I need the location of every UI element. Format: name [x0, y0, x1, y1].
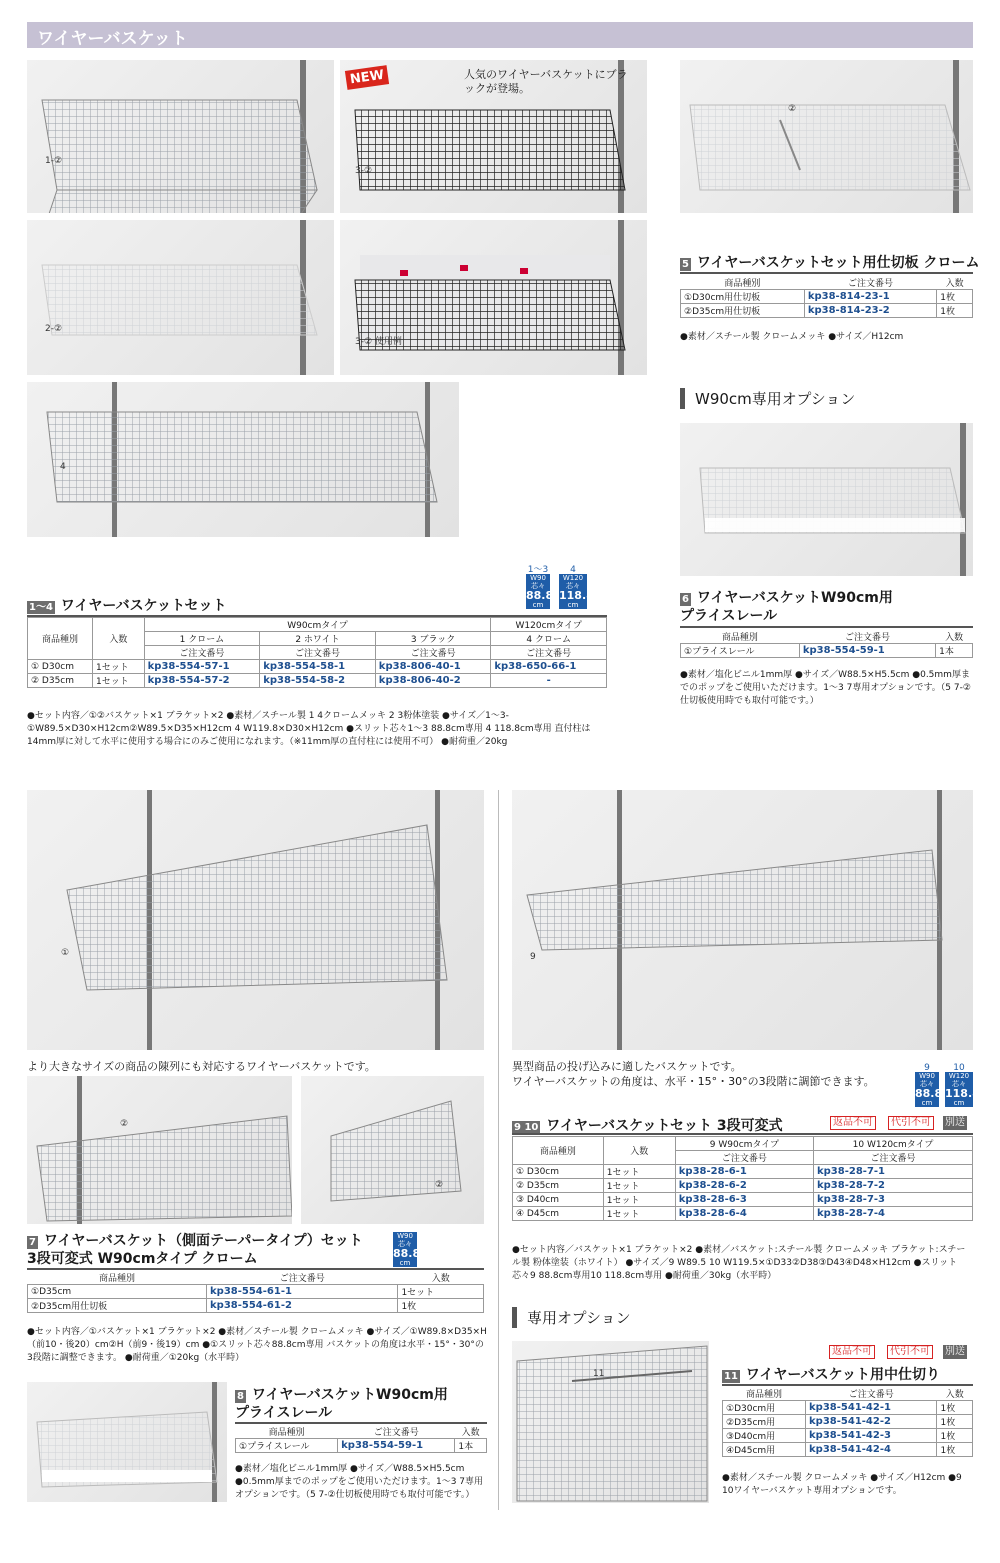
section-title-2: プライスレール	[235, 1405, 333, 1421]
photo-taper-basket	[27, 790, 484, 1050]
tag-no-return: 返品不可	[829, 1345, 875, 1359]
photo-price-rail	[680, 423, 973, 576]
spec-note: ●セット内容／①バスケット×1 ブラケット×2 ●素材／スチール製 クロームメッキ ●サイズ／①W89.8×D35×H（前10・後20）cm②H（前9・後19）cm ●①スリット芯々88.8cm専用 バスケットの角度は水平・15°・30°の3段階に調整できます。 ●耐荷重／①20kg（水平時）	[27, 1327, 487, 1363]
size-badge: 1～3 W90 芯々 88.8 cm	[526, 565, 554, 609]
photo-caption: 人気のワイヤーバスケットにブラックが登場。	[464, 68, 628, 95]
photo-3step-basket	[512, 790, 973, 1050]
table-row: ④D45cm用 kp38-541-42-4 1枚	[723, 1443, 973, 1457]
rule	[235, 1422, 487, 1424]
table-row: ③ D40cm 1セット kp38-28-6-3 kp38-28-7-3	[513, 1193, 973, 1207]
table-row: ①D30cm用仕切板 kp38-814-23-1 1枚	[681, 290, 973, 304]
section-title: 1～4 ワイヤーバスケットセット	[29, 598, 227, 614]
tag-separate-ship: 別送	[945, 1117, 965, 1128]
table-row: ②D35cm用仕切板 kp38-554-61-2 1枚	[28, 1299, 484, 1313]
section-description: 異型商品の投げ込みに適したバスケットです。	[512, 1060, 742, 1073]
table-row: ①D30cm用 kp38-541-42-1 1枚	[723, 1401, 973, 1415]
table-row: ① D30cm 1セット kp38-28-6-1 kp38-28-7-1	[513, 1165, 973, 1179]
divider	[498, 790, 499, 1510]
spec-note: ●素材／スチール製 クロームメッキ ●サイズ／H12cm ●9 10ワイヤーバスケット専用オプションです。	[722, 1473, 962, 1496]
spec-note: ●素材／塩化ビニル1mm厚 ●サイズ／W88.5×H5.5cm ●0.5mm厚までのポップをご使用いただけます。1～3 7専用オプションです。（5 7-②仕切板使用時でも取付可能です。）	[235, 1464, 484, 1500]
photo-label: 1-②	[45, 156, 63, 166]
section-title: 7 ワイヤーバスケット（側面テーパータイプ）セット	[29, 1233, 363, 1249]
section-description: ワイヤーバスケットの角度は、水平・15°・30°の3段階に調節できます。	[512, 1075, 875, 1088]
spec-note: ●セット内容／バスケット×1 ブラケット×2 ●素材／バスケット:スチール製 クロームメッキ ブラケット:スチール製 粉体塗装（ホワイト） ●サイズ／9 W89.5 10 W119.5×①D33②D38③D43④D48×H12cm ●スリット芯々9 88.8cm専用10 118.8cm専用 ●耐荷重／30kg（水平時）	[512, 1245, 966, 1281]
product-table: 商品種別 ご注文番号 入数 ①D35cm kp38-554-61-1 1セット ②D35cm用仕切板 kp38-554-61-2 1枚	[27, 1271, 484, 1313]
callout: 11	[593, 1369, 605, 1379]
product-table: 商品種別 ご注文番号 入数 ①D30cm用仕切板 kp38-814-23-1 1枚 ②D35cm用仕切板 kp38-814-23-2 1枚	[680, 276, 973, 318]
section-title: 5 ワイヤーバスケットセット用仕切板 クローム	[682, 255, 980, 271]
photo-label: 4	[60, 462, 66, 472]
page-title: ワイヤーバスケット	[37, 29, 188, 49]
section-title: 8 ワイヤーバスケットW90cm用	[237, 1387, 448, 1403]
table-row: ①D35cm kp38-554-61-1 1セット	[28, 1285, 484, 1299]
product-table: 商品種別 入数 9 W90cmタイプ 10 W120cmタイプ ご注文番号 ご注文番号 ① D30cm 1セット kp38-28-6-1 kp38-28-7-1 ② D35cm 1セット kp38-28-6-2 kp38-28-7-2 ③ D40cm 1セット kp38-28-6-3 kp38-28-7-3 ④ D45cm 1セット kp38-28-6-4 kp38-28-7-4	[512, 1136, 973, 1221]
size-badge: 9 W90 芯々 88.8 cm	[915, 1063, 943, 1107]
tag-no-return: 返品不可	[830, 1116, 876, 1130]
product-table: 商品種別 入数 W90cmタイプ W120cmタイプ 1 クローム 2 ホワイト 3 ブラック 4 クローム ご注文番号 ご注文番号 ご注文番号 ご注文番号 ① D30cm 1セット kp38-554-57-1 kp38-554-58-1 kp38-806-40-1 kp38-650-66-1 ② D35cm 1セット kp38-554-57-2 kp38-554-58-2 kp38-806-40-2 -	[27, 617, 607, 688]
photo-taper-divider	[27, 1076, 292, 1224]
product-table: 商品種別 ご注文番号 入数 ①プライスレール kp38-554-59-1 1本	[235, 1425, 487, 1453]
size-badge: 10 W120 芯々 118.8 cm	[945, 1063, 980, 1107]
photo-label: 2-②	[45, 324, 63, 334]
spec-note: ●素材／塩化ビニル1mm厚 ●サイズ／W88.5×H5.5cm ●0.5mm厚までのポップをご使用いただけます。1～3 7専用オプションです。（5 7-②仕切板使用時でも取付可能です。）	[680, 670, 971, 706]
photo-label: 3-② 使用例	[355, 337, 402, 347]
size-badge: W90 芯々 88.8 cm	[393, 1232, 421, 1267]
tag-no-cod: 代引不可	[887, 1345, 933, 1359]
section-title-2: プライスレール	[680, 608, 778, 624]
photo-price-rail-8	[27, 1382, 227, 1502]
new-badge: NEW	[345, 65, 389, 90]
photo-divider-basket	[680, 60, 973, 213]
table-row: ②D35cm用仕切板 kp38-814-23-2 1枚	[681, 304, 973, 318]
table-row: ②D35cm用 kp38-541-42-2 1枚	[723, 1415, 973, 1429]
section-title-2: 3段可変式 W90cmタイプ クローム	[27, 1251, 258, 1267]
rule	[512, 1133, 973, 1135]
callout: ②	[435, 1180, 444, 1190]
photo-divider-plate	[301, 1076, 484, 1224]
callout: ②	[788, 104, 797, 114]
photo-w120-basket	[27, 382, 459, 537]
table-row: ② D35cm 1セット kp38-28-6-2 kp38-28-7-2	[513, 1179, 973, 1193]
photo-chrome-basket	[27, 60, 334, 213]
callout: ①	[61, 948, 70, 958]
table-row: ①プライスレール kp38-554-59-1 1本	[681, 644, 973, 658]
section-description: より大きなサイズの商品の陳列にも対応するワイヤーバスケットです。	[27, 1060, 376, 1073]
section-title: 9 10 ワイヤーバスケットセット 3段可変式	[514, 1118, 783, 1134]
photo-black-basket-usage	[340, 220, 647, 375]
subsection-heading: 専用オプション	[512, 1307, 631, 1328]
section-title: 6 ワイヤーバスケットW90cm用	[682, 590, 893, 606]
photo-black-basket	[340, 60, 647, 213]
photo-white-basket	[27, 220, 334, 375]
table-row: ①プライスレール kp38-554-59-1 1本	[236, 1439, 487, 1453]
tag-no-cod: 代引不可	[888, 1116, 934, 1130]
photo-label: 9	[530, 952, 536, 962]
table-row: ③D40cm用 kp38-541-42-3 1枚	[723, 1429, 973, 1443]
rule	[680, 272, 973, 274]
size-badge: 4 W120 芯々 118.8 cm	[559, 565, 594, 609]
rule	[680, 626, 973, 628]
product-table: 商品種別 ご注文番号 入数 ①プライスレール kp38-554-59-1 1本	[680, 630, 973, 658]
photo-center-divider	[512, 1341, 709, 1503]
tag-separate-ship: 別送	[945, 1346, 965, 1357]
section-title: 11 ワイヤーバスケット用中仕切り	[724, 1367, 940, 1383]
photo-label: 3-②	[355, 166, 373, 176]
rule	[722, 1384, 973, 1386]
callout: ②	[120, 1119, 129, 1129]
spec-note: ●セット内容／①②バスケット×1 ブラケット×2 ●素材／スチール製 1 4クロームメッキ 2 3粉体塗装 ●サイズ／1～3-①W89.5×D30×H12cm②W89.5×D35×H12cm 4 W119.8×D30×H12cm ●スリット芯々1～3 88.8cm専用 4 118.8cm専用 直付柱は14mm厚に対して水平に使用する場合にのみご使用になれます。（※11mm厚の直付柱には使用不可） ●耐荷重／20kg	[27, 711, 591, 747]
rule	[27, 1268, 484, 1270]
product-table: 商品種別 ご注文番号 入数 ①D30cm用 kp38-541-42-1 1枚 ②D35cm用 kp38-541-42-2 1枚 ③D40cm用 kp38-541-42-3 1枚 ④D45cm用 kp38-541-42-4 1枚	[722, 1387, 973, 1457]
spec-note: ●素材／スチール製 クロームメッキ ●サイズ／H12cm	[680, 332, 904, 342]
subsection-heading: W90cm専用オプション	[680, 388, 855, 409]
table-row: ④ D45cm 1セット kp38-28-6-4 kp38-28-7-4	[513, 1207, 973, 1221]
table-row: ① D30cm 1セット kp38-554-57-1 kp38-554-58-1 kp38-806-40-1 kp38-650-66-1	[28, 660, 607, 674]
table-row: ② D35cm 1セット kp38-554-57-2 kp38-554-58-2 kp38-806-40-2 -	[28, 674, 607, 688]
page-header	[27, 22, 973, 48]
